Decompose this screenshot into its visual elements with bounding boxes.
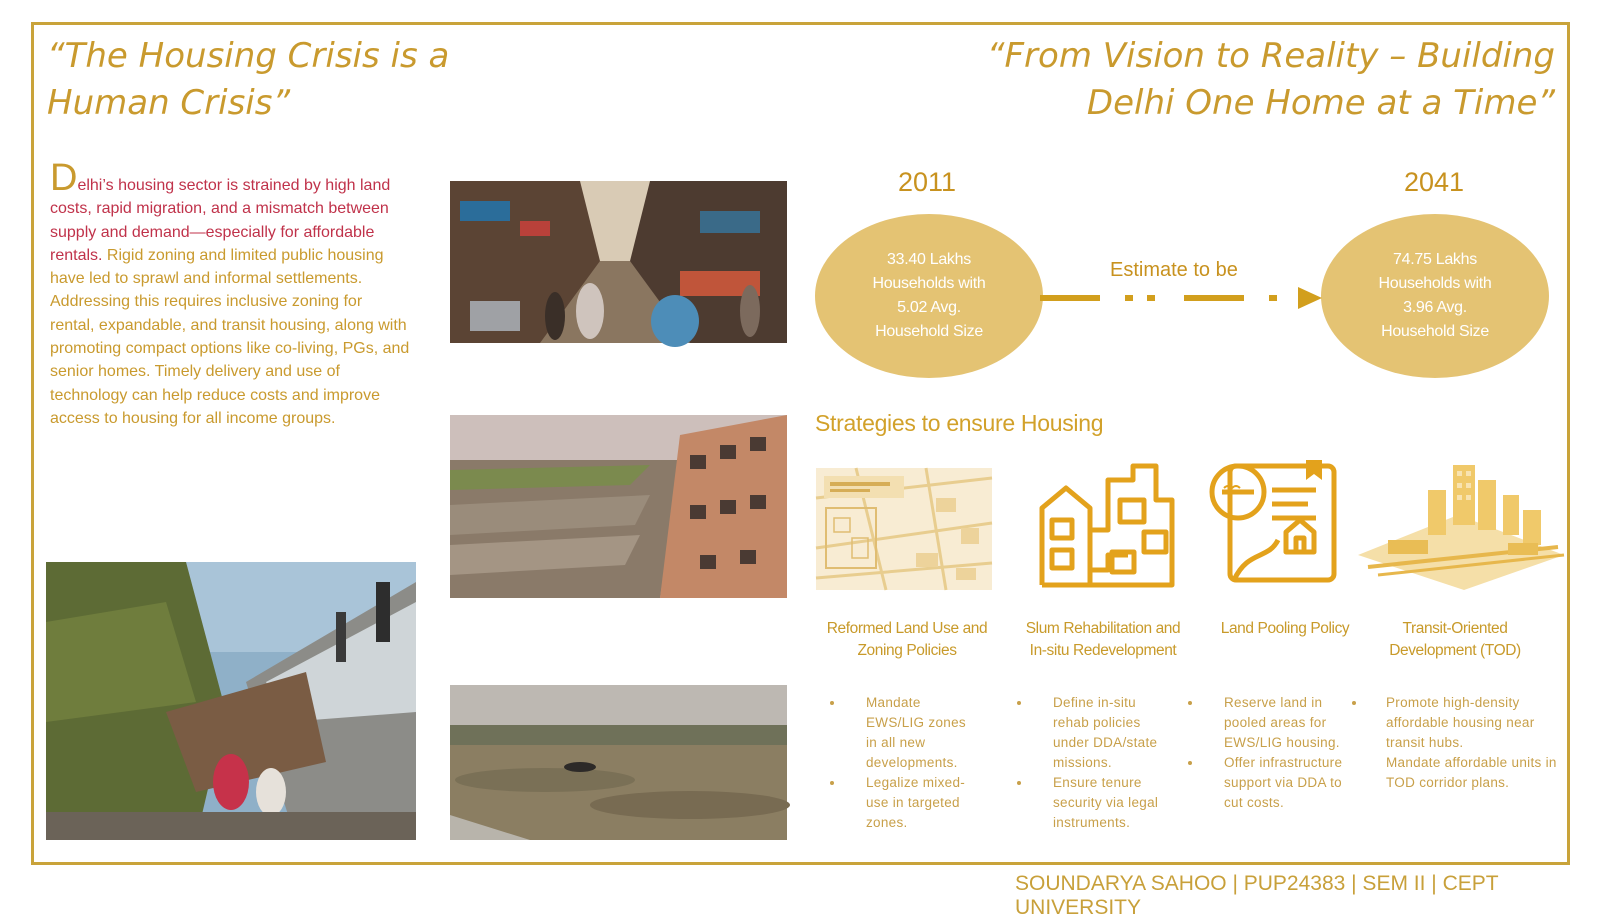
transit-oriented-development-icon: [1358, 455, 1564, 590]
list-item: Mandate EWS/LIG zones in all new developments.: [830, 693, 970, 773]
intro-dropcap: D: [50, 157, 78, 199]
list-item: Offer infrastructure support via DDA to cut costs.: [1188, 753, 1348, 813]
strategies-title: Strategies to ensure Housing: [815, 410, 1104, 436]
projection-arrow-icon: [1040, 283, 1322, 313]
list-item: Define in-situ rehab policies under DDA/state missions.: [1017, 693, 1167, 773]
households-2011-ellipse: [815, 214, 1043, 378]
slum-rehabilitation-buildings-icon: [1038, 460, 1178, 590]
roadside-shelter-photo: [46, 562, 416, 840]
strategy-title-slum-rehab: Slum Rehabilitation and In-situ Redevelopment: [1025, 620, 1181, 659]
strategy-bullets-tod: [1352, 693, 1562, 793]
strategy-title-zoning: Reformed Land Use and Zoning Policies: [826, 620, 988, 659]
households-2041-text: 74.75 Lakhs Households with 3.96 Avg. Household Size: [1378, 251, 1492, 340]
market-street-photo: [450, 181, 787, 343]
building-permit-map-icon: [816, 468, 992, 590]
list-item: Legalize mixed-use in targeted zones.: [830, 773, 970, 833]
list-item: Promote high-density affordable housing near transit hubs.: [1352, 693, 1562, 753]
intro-paragraph: [50, 157, 410, 430]
households-2041-ellipse: [1321, 214, 1549, 378]
strategy-title-land-pooling: Land Pooling Policy: [1220, 620, 1350, 637]
strategy-bullets-land-pooling: [1188, 693, 1348, 813]
list-item: Mandate affordable units in TOD corridor plans.: [1386, 755, 1557, 790]
households-2011-text: 33.40 Lakhs Households with 5.02 Avg. Household Size: [872, 251, 986, 340]
strategy-bullets-slum-rehab: [1017, 693, 1167, 833]
footer-credit: SOUNDARYA SAHOO | PUP24383 | SEM II | CEPT UNIVERSITY: [1015, 872, 1499, 919]
intro-highlight-text: elhi’s housing sector is strained by high land costs, rapid migration, and a mismatch between supply and demand—especially for affordable rentals.: [50, 177, 391, 264]
estimate-label: Estimate to be: [1110, 259, 1238, 281]
right-quote-heading: “From Vision to Reality – Building Delhi One Home at a Time”: [986, 36, 1555, 123]
strategy-bullets-zoning: [830, 693, 970, 833]
year-start-label: 2011: [898, 167, 957, 197]
list-item: Ensure tenure security via legal instruments.: [1017, 773, 1167, 833]
left-quote-heading: “The Housing Crisis is a Human Crisis”: [47, 36, 450, 123]
strategy-title-tod: Transit-Oriented Development (TOD): [1389, 620, 1521, 659]
list-item: Reserve land in pooled areas for EWS/LIG housing.: [1188, 693, 1348, 753]
vacant-land-photo: [450, 685, 787, 840]
intro-body-text: Rigid zoning and limited public housing have led to sprawl and informal settlements. Addressing this requires inclusive zoning for rental, expandable, and transit housing, along with promoting compact options like co-living, PGs, and senior homes. Timely delivery and use of technology can help reduce costs and improve access to housing for all income groups.: [50, 246, 410, 427]
land-pooling-document-icon: [1208, 460, 1340, 586]
slum-aerial-photo: [450, 415, 787, 598]
year-end-label: 2041: [1404, 167, 1465, 197]
